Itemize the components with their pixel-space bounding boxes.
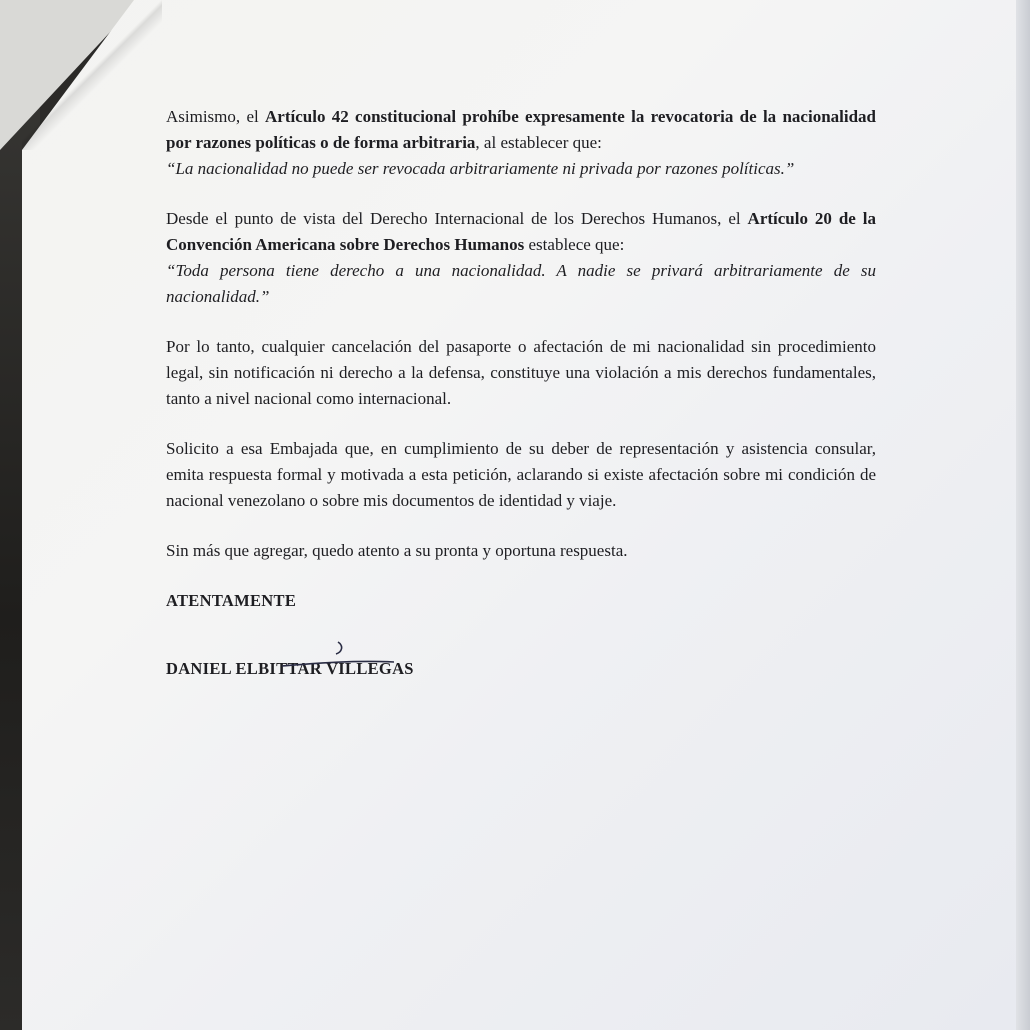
quotation: “La nacionalidad no puede ser revocada arbitrariamente ni privada por razones políticas.” (166, 159, 795, 178)
page-edge (1016, 0, 1030, 1030)
paragraph-request: Solicito a esa Embajada que, en cumplimiento de su deber de representación y asistencia consular, emita respuesta formal y motivada a esta petición, aclarando si existe afectación sobre mi condición de nacional venezolano o sobre mis documentos de identidad y viaje. (166, 439, 876, 510)
closing-salutation: ATENTAMENTE (166, 591, 297, 610)
folded-corner (22, 0, 162, 150)
paragraph-closing-remark: Sin más que agregar, quedo atento a su pronta y oportuna respuesta. (166, 541, 628, 560)
paragraph-text: , al establecer que: (475, 133, 602, 152)
paragraph-text: Desde el punto de vista del Derecho Internacional de los Derechos Humanos, el (166, 209, 748, 228)
paragraph-article-42 (166, 104, 876, 182)
signer-name-text: DANIEL ELBITTAR VILLEGAS (166, 659, 414, 678)
paragraph-text: Asimismo, el (166, 107, 266, 126)
paragraph-text: establece que: (524, 235, 625, 254)
paragraph-bold-text: Artículo 20 de la Convención Americana sobre Derechos Humanos (166, 209, 877, 254)
paragraph-bold-text: Artículo 42 constitucional prohíbe expresamente la revocatoria de la nacionalidad por razones políticas o de forma arbitraria (166, 107, 877, 152)
paragraph-article-20 (166, 206, 876, 310)
quotation: “Toda persona tiene derecho a una nacionalidad. A nadie se privará arbitrariamente de su nacionalidad.” (166, 261, 876, 306)
signer-name (166, 656, 414, 682)
letter-body (166, 104, 876, 682)
paragraph-conclusion: Por lo tanto, cualquier cancelación del pasaporte o afectación de mi nacionalidad sin procedimiento legal, sin notificación ni derecho a la defensa, constituye una violación a mis derechos fundamentales, tanto a nivel nacional como internacional. (166, 337, 876, 408)
